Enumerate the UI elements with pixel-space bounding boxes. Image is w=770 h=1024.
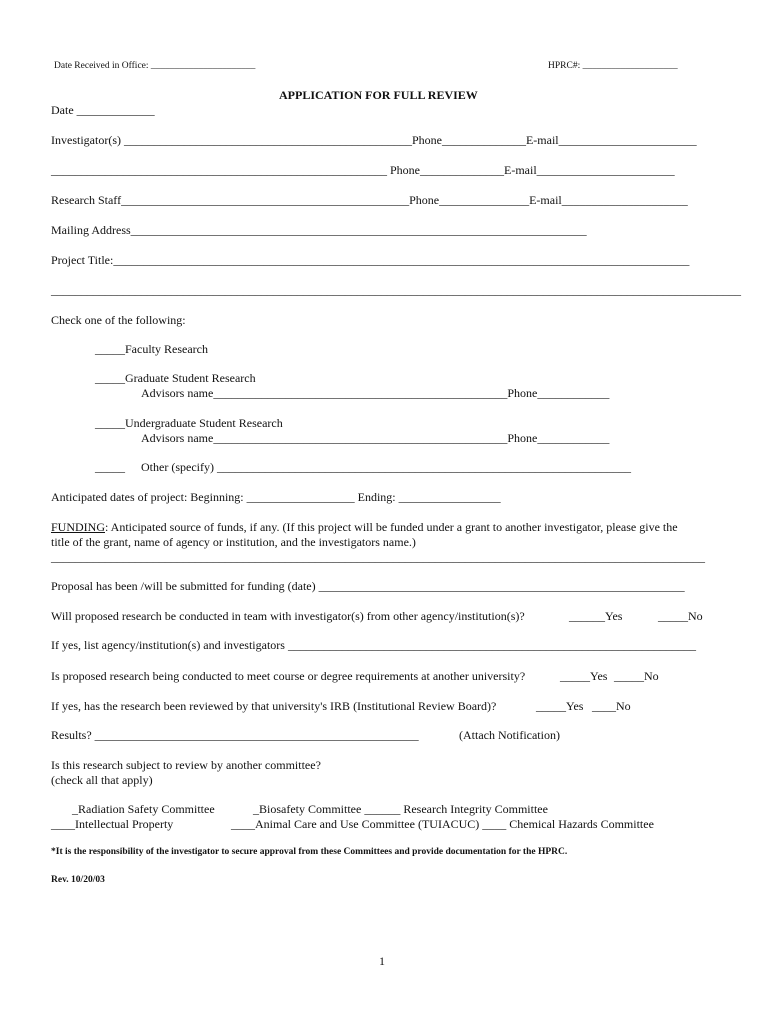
funding-description: : Anticipated source of funds, if any. (If this project will be funded under a grant to another investigator, please give the: [105, 520, 678, 534]
irb-no-option[interactable]: ____No: [592, 699, 631, 713]
team-yes-option[interactable]: ______Yes: [569, 609, 623, 623]
page-number: 1: [379, 954, 385, 968]
course-question: Is proposed research being conducted to meet course or degree requirements at another university?: [51, 669, 526, 683]
funding-line2: title of the grant, name of agency or institution, and the investigators name.): [51, 535, 416, 549]
project-dates-field[interactable]: Anticipated dates of project: Beginning: __________________ Ending: _________________: [51, 490, 501, 504]
attach-notification-note: (Attach Notification): [459, 728, 560, 742]
funding-label: FUNDING: [51, 520, 105, 534]
course-no-option[interactable]: _____No: [614, 669, 659, 683]
committee-question: Is this research subject to review by another committee?: [51, 758, 321, 772]
project-title-field-line2[interactable]: ___________________________________________________________________________________________________________________: [51, 283, 741, 297]
course-yes-option[interactable]: _____Yes: [560, 669, 608, 683]
intellectual-property-option[interactable]: ____Intellectual Property: [51, 817, 174, 831]
hprc-number-field[interactable]: HPRC#: ____________________: [548, 61, 678, 71]
funding-line1: [51, 520, 678, 534]
undergraduate-advisor-field[interactable]: Advisors name_________________________________________________Phone____________: [141, 431, 610, 445]
proposal-date-field[interactable]: Proposal has been /will be submitted for funding (date) _____________________________________________________________: [51, 579, 685, 593]
agencies-field[interactable]: If yes, list agency/institution(s) and investigators ____________________________________________________________________: [51, 638, 696, 652]
team-no-option[interactable]: _____No: [658, 609, 703, 623]
biosafety-integrity-options[interactable]: _Biosafety Committee ______ Research Integrity Committee: [253, 802, 548, 816]
undergraduate-research-option[interactable]: _____Undergraduate Student Research: [95, 416, 283, 430]
investigators-field[interactable]: Investigator(s) ________________________________________________Phone______________E-mail_______________________: [51, 133, 697, 147]
graduate-advisor-field[interactable]: Advisors name_________________________________________________Phone____________: [141, 386, 610, 400]
project-title-field[interactable]: Project Title:________________________________________________________________________________________________: [51, 253, 690, 267]
faculty-research-option[interactable]: _____Faculty Research: [95, 342, 208, 356]
graduate-research-option[interactable]: _____Graduate Student Research: [95, 371, 256, 385]
date-received-field[interactable]: Date Received in Office: ______________________: [54, 61, 256, 71]
radiation-safety-option[interactable]: _Radiation Safety Committee: [72, 802, 215, 816]
responsibility-note: *It is the responsibility of the investigator to secure approval from these Committees and provide documentation for the HPRC.: [51, 847, 568, 857]
irb-question: If yes, has the research been reviewed by that university's IRB (Institutional Review Board)?: [51, 699, 497, 713]
revision-date: Rev. 10/20/03: [51, 875, 105, 885]
results-field[interactable]: Results? ______________________________________________________: [51, 728, 419, 742]
other-option-checkbox[interactable]: _____: [95, 460, 125, 474]
research-staff-field[interactable]: Research Staff________________________________________________Phone_______________E-mail_____________________: [51, 193, 688, 207]
funding-source-field[interactable]: _____________________________________________________________________________________________________________: [51, 550, 705, 564]
other-specify-field[interactable]: Other (specify) _____________________________________________________________________: [141, 460, 631, 474]
mailing-address-field[interactable]: Mailing Address____________________________________________________________________________: [51, 223, 587, 237]
irb-yes-option[interactable]: _____Yes: [536, 699, 584, 713]
check-one-heading: Check one of the following:: [51, 313, 186, 327]
form-title: APPLICATION FOR FULL REVIEW: [279, 88, 478, 102]
committee-instruction: (check all that apply): [51, 773, 153, 787]
animal-chemical-options[interactable]: ____Animal Care and Use Committee (TUIACUC) ____ Chemical Hazards Committee: [231, 817, 654, 831]
team-question: Will proposed research be conducted in team with investigator(s) from other agency/institution(s)?: [51, 609, 525, 623]
date-field[interactable]: Date _____________: [51, 103, 155, 117]
investigators-field-line2[interactable]: ________________________________________________________ Phone______________E-mail_______________________: [51, 163, 675, 177]
